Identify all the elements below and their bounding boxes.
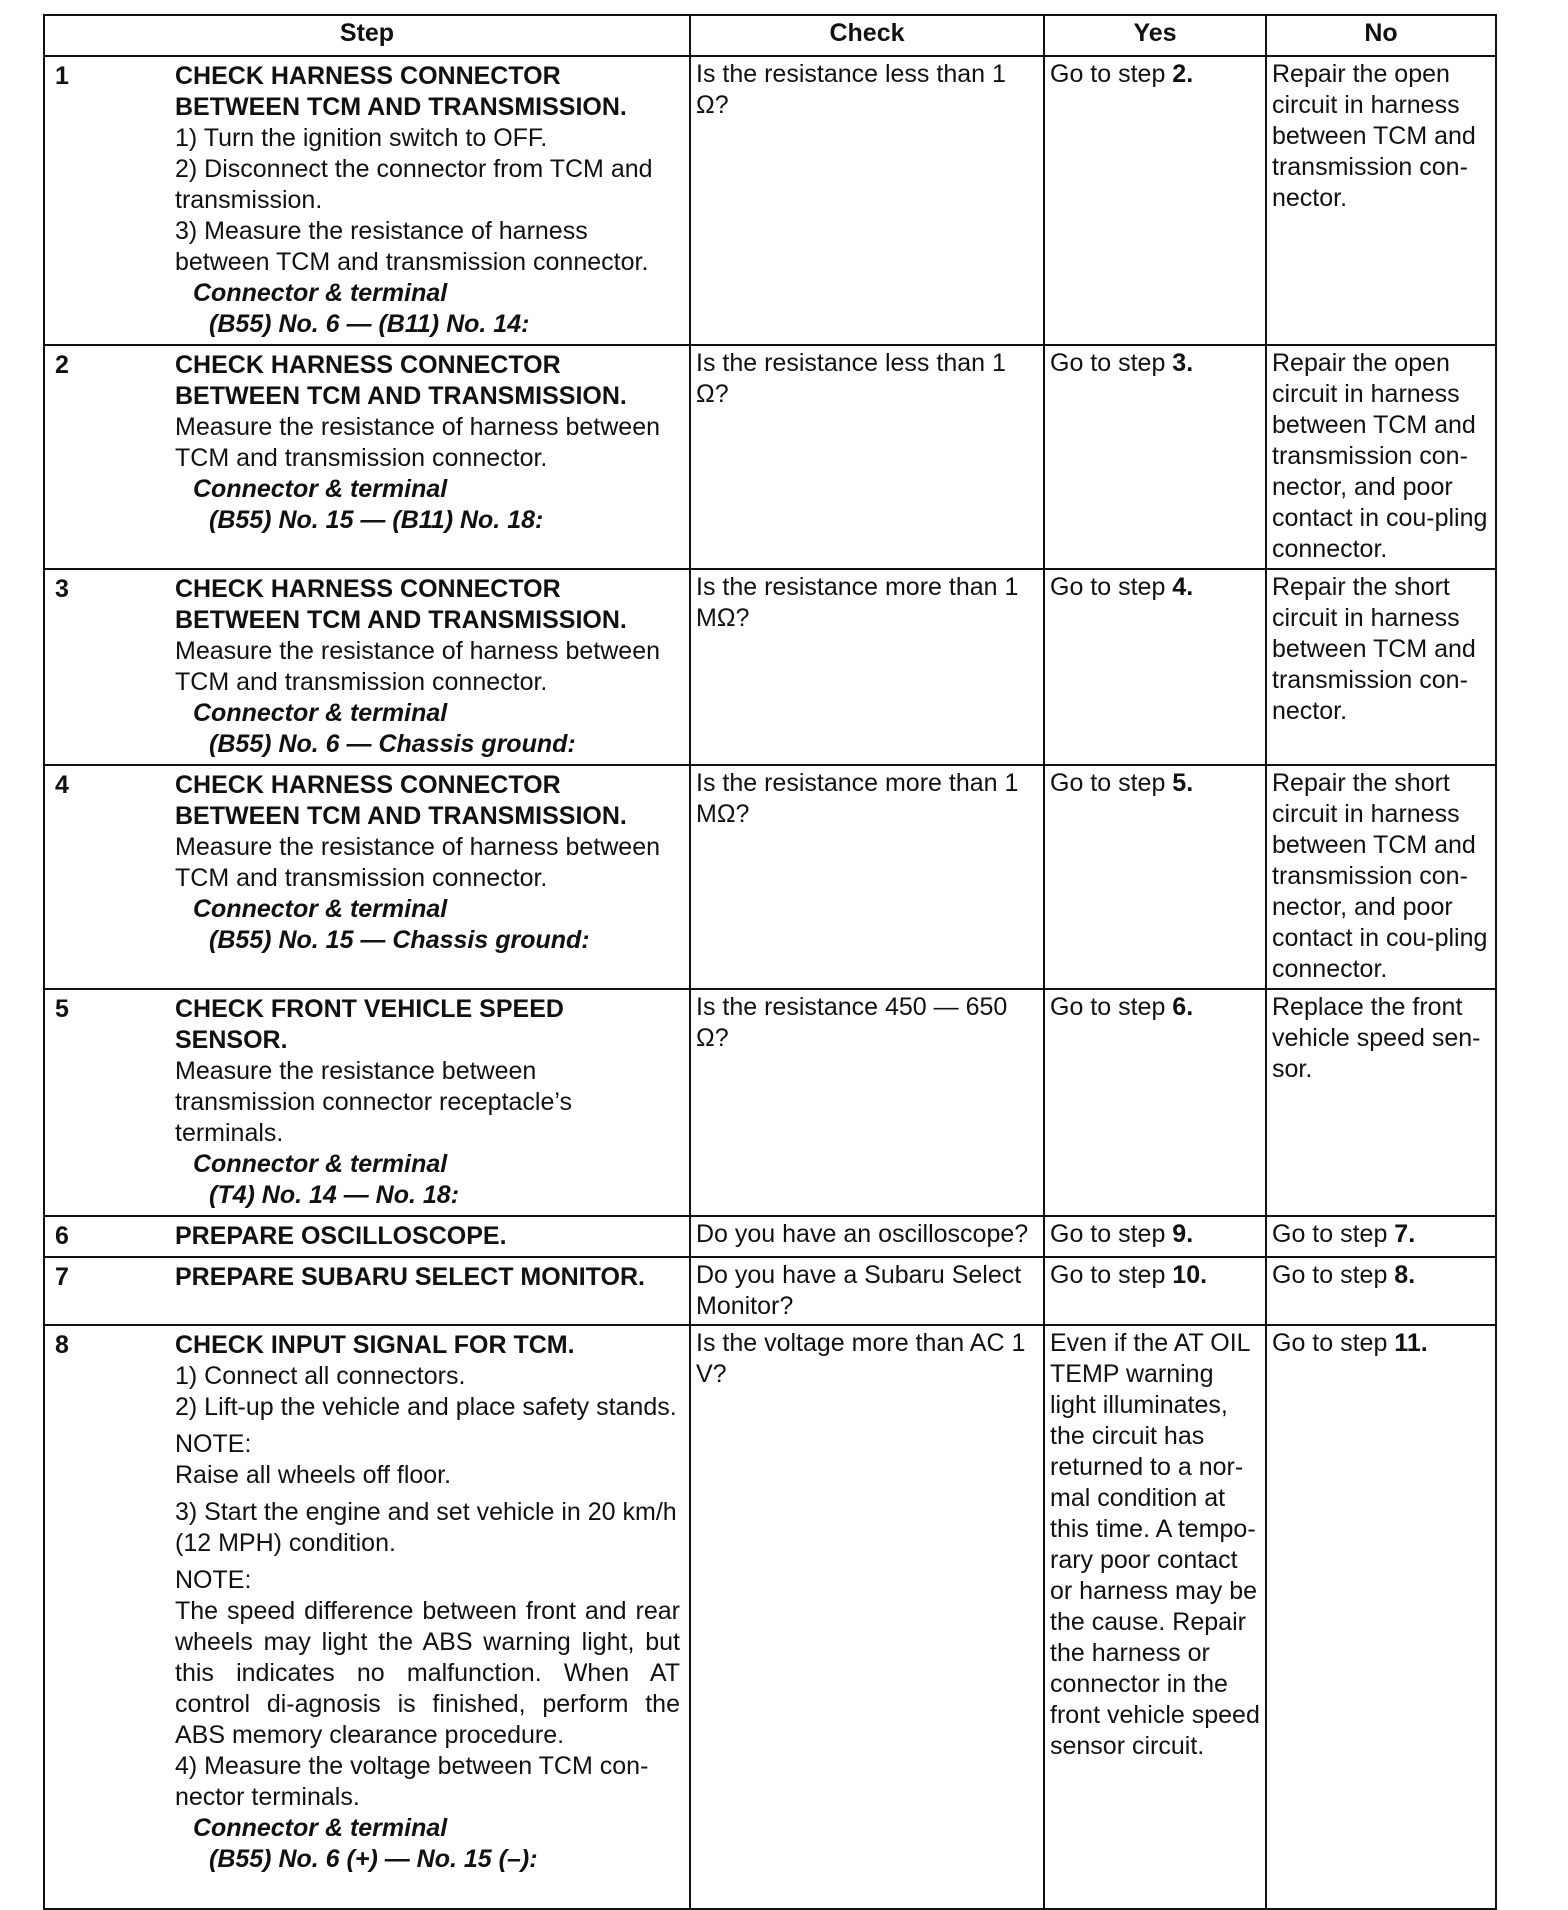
- connector-value: (T4) No. 14 — No. 18:: [209, 1181, 460, 1209]
- yes-prefix: Go to step: [1050, 769, 1173, 797]
- step-line: 1) Connect all connectors.: [175, 1362, 466, 1390]
- no-cell: Repair the open circuit in harness between TCM and transmission con-nector.: [1266, 56, 1496, 345]
- step-body: [173, 1219, 684, 1254]
- yes-prefix: Go to step: [1050, 993, 1173, 1021]
- no-step-ref: 11.: [1394, 1329, 1428, 1357]
- no-prefix: Go to step: [1272, 1261, 1395, 1289]
- yes-step-ref: 10.: [1172, 1261, 1208, 1289]
- no-prefix: Go to step: [1272, 1329, 1395, 1357]
- yes-step-ref: 4.: [1172, 573, 1194, 601]
- no-step-ref: 8.: [1394, 1261, 1416, 1289]
- yes-cell: [1044, 56, 1266, 345]
- connector-label: Connector & terminal: [193, 279, 448, 307]
- header-check: Check: [690, 15, 1044, 56]
- yes-step-ref: 2.: [1172, 60, 1194, 88]
- step-line: Measure the resistance of harness between TCM and transmission connector.: [175, 833, 660, 892]
- yes-cell: [1044, 569, 1266, 765]
- step-body: [173, 348, 684, 538]
- check-cell: Is the resistance less than 1 Ω?: [690, 56, 1044, 345]
- check-cell: Is the voltage more than AC 1 V?: [690, 1325, 1044, 1909]
- no-cell: [1266, 1216, 1496, 1257]
- step-line: Measure the resistance of harness between TCM and transmission connector.: [175, 413, 660, 472]
- connector-label: Connector & terminal: [193, 895, 448, 923]
- yes-cell: [1044, 345, 1266, 569]
- note-label: NOTE:: [175, 1566, 252, 1594]
- no-cell: Repair the short circuit in harness between TCM and transmission con-nector.: [1266, 569, 1496, 765]
- step-title: CHECK FRONT VEHICLE SPEED SENSOR.: [175, 995, 564, 1054]
- yes-step-ref: 6.: [1172, 993, 1194, 1021]
- yes-step-ref: 9.: [1172, 1220, 1194, 1248]
- yes-cell: [1044, 989, 1266, 1216]
- header-yes: Yes: [1044, 15, 1266, 56]
- note-label: NOTE:: [175, 1430, 252, 1458]
- step-title: CHECK INPUT SIGNAL FOR TCM.: [175, 1331, 575, 1359]
- step-title: CHECK HARNESS CONNECTOR BETWEEN TCM AND TRANSMISSION.: [175, 771, 627, 830]
- yes-prefix: Go to step: [1050, 349, 1173, 377]
- check-cell: Is the resistance more than 1 MΩ?: [690, 765, 1044, 989]
- table-row: [44, 1216, 1496, 1257]
- step-line: 2) Lift-up the vehicle and place safety stands.: [175, 1393, 677, 1421]
- no-cell: Replace the front vehicle speed sen-sor.: [1266, 989, 1496, 1216]
- yes-prefix: Go to step: [1050, 573, 1173, 601]
- step-number: 6: [55, 1222, 69, 1250]
- note-text: The speed difference between front and rear wheels may light the ABS warning light, but this indicates no malfunction. When AT control di-agnosis is finished, perform the ABS memory clearance procedure.: [175, 1597, 680, 1749]
- yes-prefix: Go to step: [1050, 1261, 1173, 1289]
- yes-cell: [1044, 1216, 1266, 1257]
- connector-value: (B55) No. 15 — Chassis ground:: [209, 926, 590, 954]
- no-cell: [1266, 1257, 1496, 1325]
- diagnostic-table: [43, 14, 1497, 1910]
- no-prefix: Go to step: [1272, 1220, 1395, 1248]
- check-cell: Is the resistance more than 1 MΩ?: [690, 569, 1044, 765]
- step-cell: [44, 345, 690, 569]
- table-row: [44, 1325, 1496, 1909]
- step-body: [173, 572, 684, 762]
- table-row: [44, 1257, 1496, 1325]
- step-cell: [44, 56, 690, 345]
- step-body: [173, 768, 684, 958]
- yes-cell: [1044, 1257, 1266, 1325]
- step-cell: [44, 1216, 690, 1257]
- step-line: 4) Measure the voltage between TCM con-nector terminals.: [175, 1752, 649, 1811]
- step-body: [173, 1328, 684, 1877]
- connector-value: (B55) No. 6 (+) — No. 15 (–):: [209, 1845, 538, 1873]
- step-number: 1: [55, 62, 69, 90]
- connector-value: (B55) No. 6 — (B11) No. 14:: [209, 310, 530, 338]
- step-number: 2: [55, 351, 69, 379]
- header-step: Step: [44, 15, 690, 56]
- step-line: Measure the resistance of harness between TCM and transmission connector.: [175, 637, 660, 696]
- table-row: [44, 765, 1496, 989]
- table-row: [44, 989, 1496, 1216]
- step-title: PREPARE OSCILLOSCOPE.: [175, 1222, 507, 1250]
- connector-label: Connector & terminal: [193, 699, 448, 727]
- step-title: CHECK HARNESS CONNECTOR BETWEEN TCM AND TRANSMISSION.: [175, 351, 627, 410]
- step-cell: [44, 1257, 690, 1325]
- connector-label: Connector & terminal: [193, 475, 448, 503]
- step-number: 7: [55, 1263, 69, 1291]
- step-line: 2) Disconnect the connector from TCM and transmission.: [175, 155, 653, 214]
- step-cell: [44, 569, 690, 765]
- header-row: [44, 15, 1496, 56]
- step-title: CHECK HARNESS CONNECTOR BETWEEN TCM AND TRANSMISSION.: [175, 575, 627, 634]
- yes-cell: Even if the AT OIL TEMP warning light illuminates, the circuit has returned to a nor-mal condition at this time. A tempo-rary poor contact or harness may be the cause. Repair the harness or connector in the front vehicle speed sensor circuit.: [1044, 1325, 1266, 1909]
- check-cell: Is the resistance 450 — 650 Ω?: [690, 989, 1044, 1216]
- note-text: Raise all wheels off floor.: [175, 1461, 452, 1489]
- yes-prefix: Go to step: [1050, 60, 1173, 88]
- no-cell: Repair the open circuit in harness between TCM and transmission con-nector, and poor contact in cou-pling connector.: [1266, 345, 1496, 569]
- table-row: [44, 56, 1496, 345]
- check-cell: Do you have a Subaru Select Monitor?: [690, 1257, 1044, 1325]
- step-body: [173, 59, 684, 342]
- connector-label: Connector & terminal: [193, 1150, 448, 1178]
- header-no: No: [1266, 15, 1496, 56]
- check-cell: Do you have an oscilloscope?: [690, 1216, 1044, 1257]
- step-line: 3) Measure the resistance of harness between TCM and transmission connector.: [175, 217, 649, 276]
- table-row: [44, 569, 1496, 765]
- step-body: [173, 1260, 684, 1295]
- no-cell: [1266, 1325, 1496, 1909]
- step-title: PREPARE SUBARU SELECT MONITOR.: [175, 1263, 645, 1291]
- step-line: 3) Start the engine and set vehicle in 20 km/h (12 MPH) condition.: [175, 1498, 677, 1557]
- step-cell: [44, 989, 690, 1216]
- step-number: 3: [55, 575, 69, 603]
- yes-step-ref: 5.: [1172, 769, 1194, 797]
- check-cell: Is the resistance less than 1 Ω?: [690, 345, 1044, 569]
- step-number: 5: [55, 995, 69, 1023]
- step-cell: [44, 765, 690, 989]
- no-step-ref: 7.: [1394, 1220, 1416, 1248]
- yes-prefix: Go to step: [1050, 1220, 1173, 1248]
- step-line: Measure the resistance between transmission connector receptacle’s terminals.: [175, 1057, 572, 1147]
- connector-value: (B55) No. 6 — Chassis ground:: [209, 730, 576, 758]
- step-number: 4: [55, 771, 69, 799]
- yes-cell: [1044, 765, 1266, 989]
- connector-label: Connector & terminal: [193, 1814, 448, 1842]
- table-row: [44, 345, 1496, 569]
- step-cell: [44, 1325, 690, 1909]
- no-cell: Repair the short circuit in harness between TCM and transmission con-nector, and poor contact in cou-pling connector.: [1266, 765, 1496, 989]
- connector-value: (B55) No. 15 — (B11) No. 18:: [209, 506, 544, 534]
- step-line: 1) Turn the ignition switch to OFF.: [175, 124, 548, 152]
- step-title: CHECK HARNESS CONNECTOR BETWEEN TCM AND TRANSMISSION.: [175, 62, 627, 121]
- step-body: [173, 992, 684, 1213]
- yes-step-ref: 3.: [1172, 349, 1194, 377]
- step-number: 8: [55, 1331, 69, 1359]
